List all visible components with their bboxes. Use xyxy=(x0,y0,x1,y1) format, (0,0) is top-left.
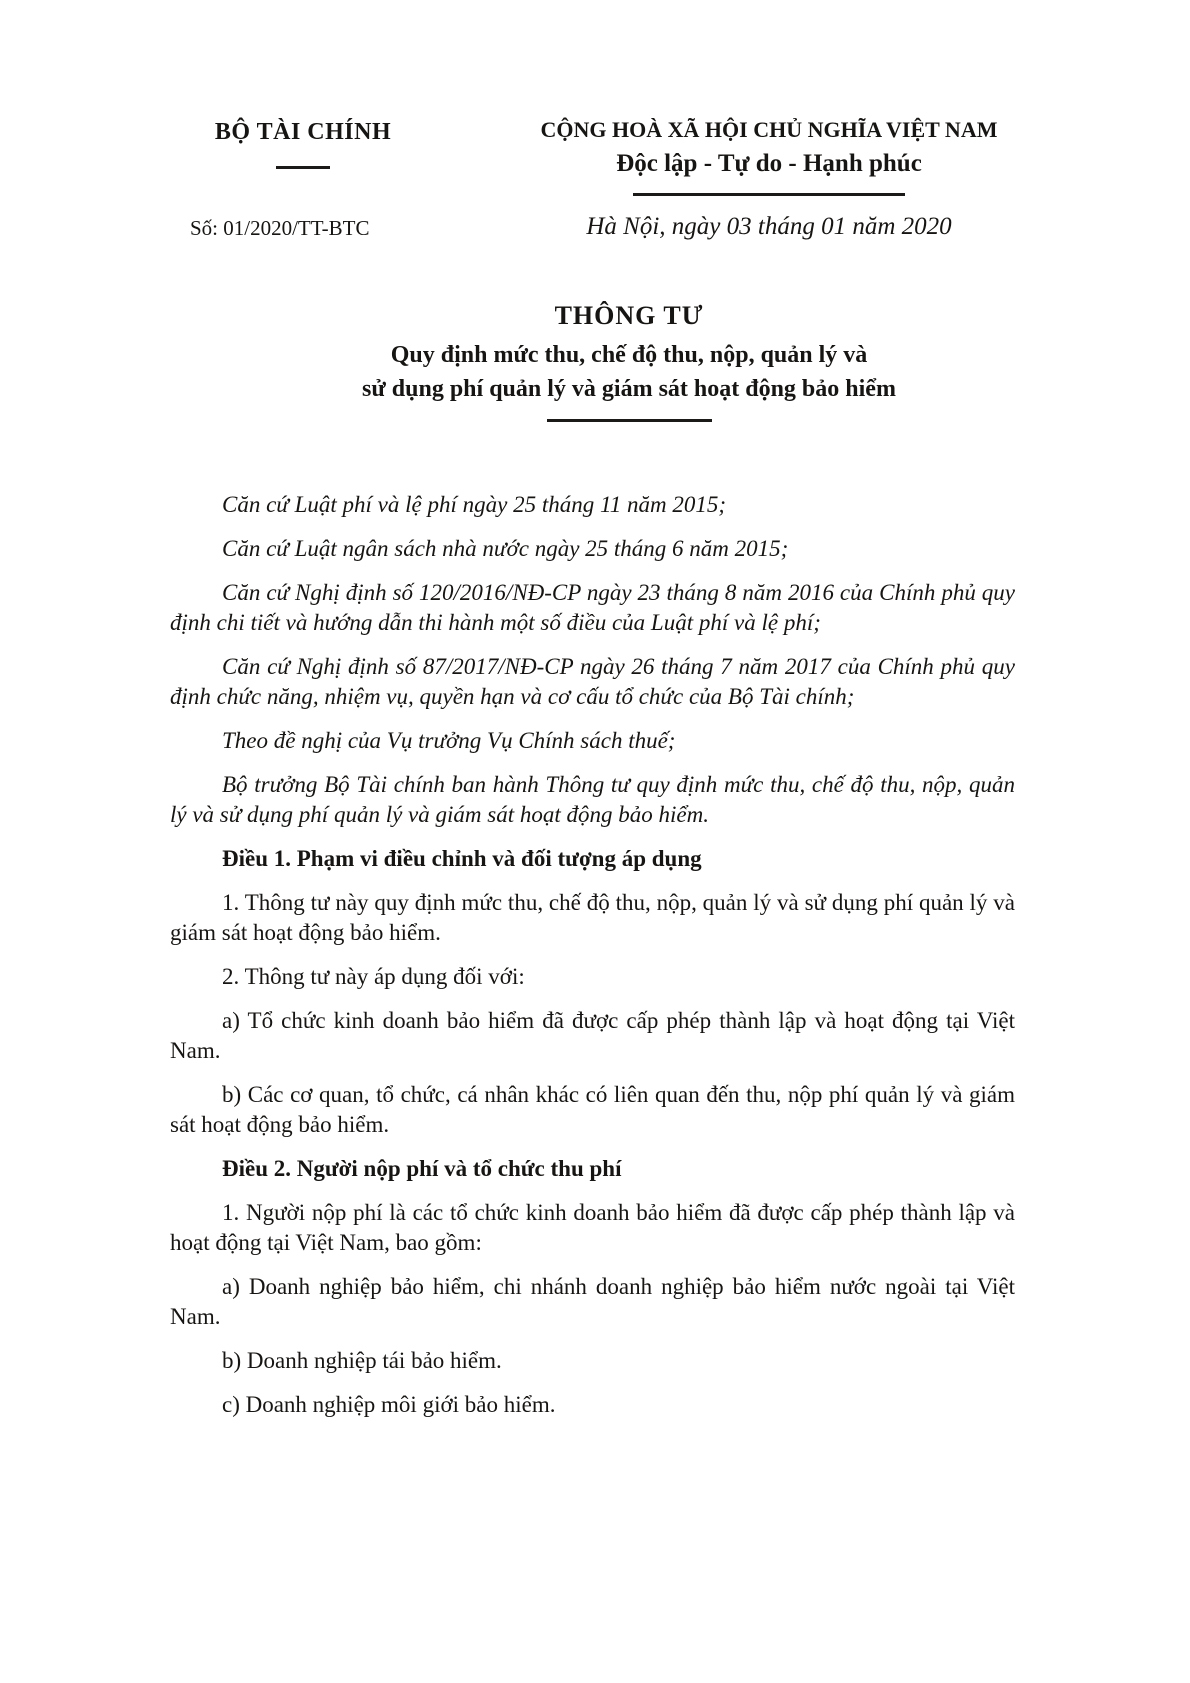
preamble-paragraph: Theo đề nghị của Vụ trưởng Vụ Chính sách thuế; xyxy=(222,728,676,753)
header-national-block xyxy=(488,116,1050,242)
article-paragraph: 2. Thông tư này áp dụng đối với: xyxy=(222,964,525,989)
document-subtitle xyxy=(205,338,1053,406)
motto-divider-line xyxy=(633,193,905,196)
document-body xyxy=(170,490,1015,1434)
article-paragraph: a) Doanh nghiệp bảo hiểm, chi nhánh doanh nghiệp bảo hiểm nước ngoài tại Việt Nam. xyxy=(170,1274,1015,1329)
document-subtitle-line1: Quy định mức thu, chế độ thu, nộp, quản lý và xyxy=(390,342,868,368)
article-paragraph: 1. Thông tư này quy định mức thu, chế độ thu, nộp, quản lý và sử dụng phí quản lý và giám sát hoạt động bảo hiểm. xyxy=(170,890,1015,945)
article-paragraph: a) Tổ chức kinh doanh bảo hiểm đã được cấp phép thành lập và hoạt động tại Việt Nam. xyxy=(170,1008,1015,1063)
preamble-paragraph: Căn cứ Luật phí và lệ phí ngày 25 tháng 11 năm 2015; xyxy=(222,492,727,517)
header-issuer-block xyxy=(173,118,433,169)
issuer-divider-line xyxy=(276,166,330,169)
preamble-paragraph: Căn cứ Nghị định số 87/2017/NĐ-CP ngày 26 tháng 7 năm 2017 của Chính phủ quy định chức năng, nhiệm vụ, quyền hạn và cơ cấu tổ chức của Bộ Tài chính; xyxy=(170,654,1015,709)
preamble-paragraph: Căn cứ Nghị định số 120/2016/NĐ-CP ngày 23 tháng 8 năm 2016 của Chính phủ quy định chi tiết và hướng dẫn thi hành một số điều của Luật phí và lệ phí; xyxy=(170,580,1015,635)
document-type-title: THÔNG TƯ xyxy=(554,301,704,330)
article-paragraph: b) Doanh nghiệp tái bảo hiểm. xyxy=(222,1348,502,1373)
document-number: Số: 01/2020/TT-BTC xyxy=(190,216,370,240)
preamble-paragraph: Căn cứ Luật ngân sách nhà nước ngày 25 tháng 6 năm 2015; xyxy=(222,536,789,561)
title-block xyxy=(205,300,1053,422)
article-2-heading: Điều 2. Người nộp phí và tổ chức thu phí xyxy=(222,1156,622,1181)
document-subtitle-line2: sử dụng phí quản lý và giám sát hoạt động bảo hiểm xyxy=(362,376,896,402)
preamble-paragraph: Bộ trưởng Bộ Tài chính ban hành Thông tư quy định mức thu, chế độ thu, nộp, quản lý và sử dụng phí quản lý và giám sát hoạt động bảo hiểm. xyxy=(170,772,1015,827)
issue-place-date: Hà Nội, ngày 03 tháng 01 năm 2020 xyxy=(586,213,952,240)
national-title: CỘNG HOÀ XÃ HỘI CHỦ NGHĨA VIỆT NAM xyxy=(540,117,998,142)
article-paragraph: c) Doanh nghiệp môi giới bảo hiểm. xyxy=(222,1392,556,1417)
issuer-name: BỘ TÀI CHÍNH xyxy=(214,119,392,145)
article-paragraph: b) Các cơ quan, tổ chức, cá nhân khác có liên quan đến thu, nộp phí quản lý và giám sát hoạt động bảo hiểm. xyxy=(170,1082,1015,1137)
title-divider-line xyxy=(547,419,712,422)
article-paragraph: 1. Người nộp phí là các tổ chức kinh doanh bảo hiểm đã được cấp phép thành lập và hoạt động tại Việt Nam, bao gồm: xyxy=(170,1200,1015,1255)
article-1-heading: Điều 1. Phạm vi điều chỉnh và đối tượng áp dụng xyxy=(222,846,702,871)
national-motto: Độc lập - Tự do - Hạnh phúc xyxy=(616,150,922,177)
